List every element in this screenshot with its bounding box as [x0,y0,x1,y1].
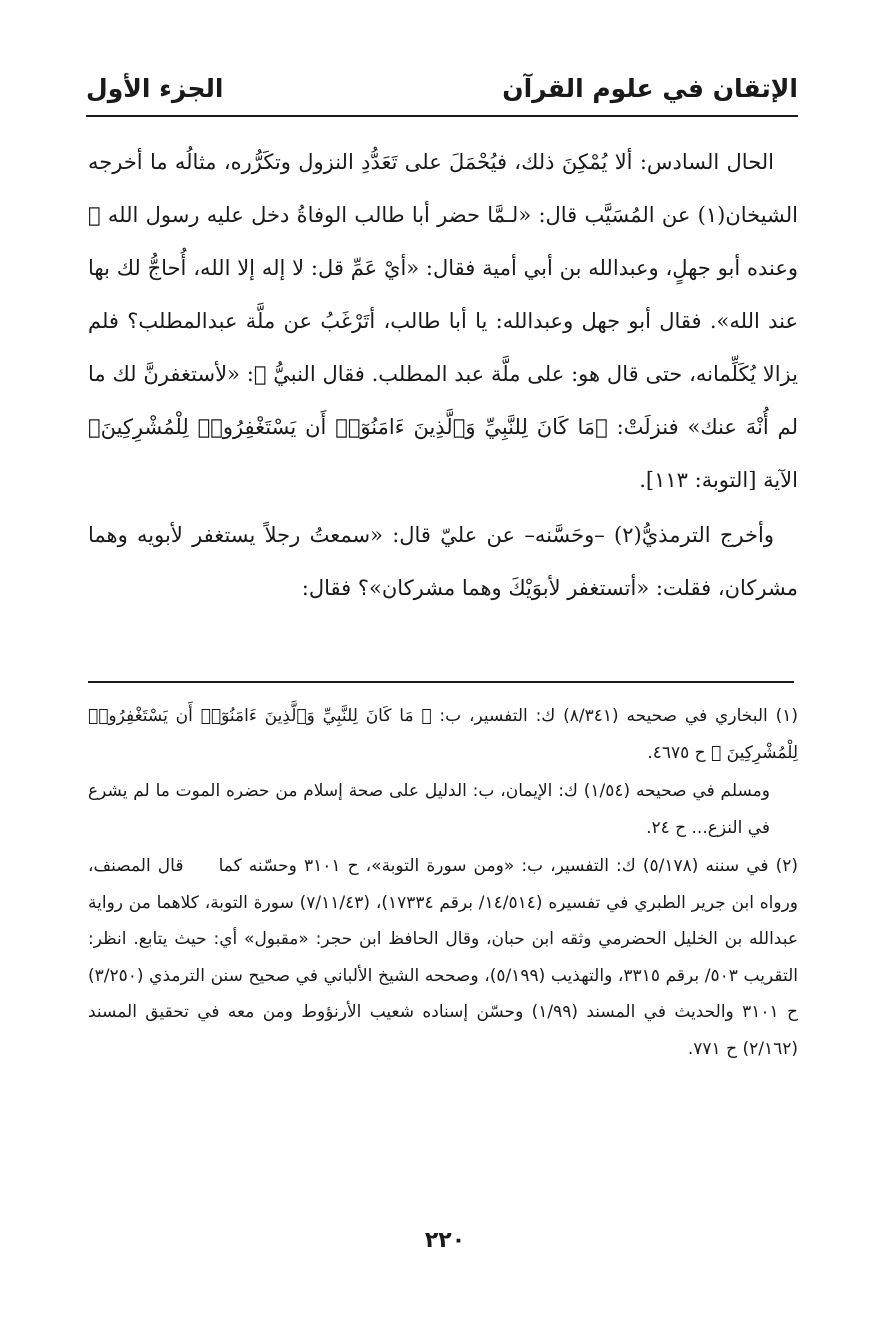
paragraph-tirmidhi: وأخرج الترمذيُّ(٢) –وحَسَّنه– عن عليّ قال: «سمعتُ رجلاً يستغفر لأبويه وهما مشركان، فقلت: «أتستغفر لأبوَيْكَ وهما مشركان»؟ فقال: [88,523,798,600]
footnote-1-ref: ح ٤٦٧٥. [647,742,706,763]
footnote-2 [88,848,798,1067]
footnotes [88,698,798,1067]
page-number: ٢٢٠ [424,1228,466,1253]
paragraph-case-six: الحال السادس: ألا يُمْكِنَ ذلك، فيُحْمَلَ على تَعَدُّدِ النزول وتكَرُّره، مثالُه ما أخرجه الشيخان(١) عن المُسَيَّب قال: «لـمَّا حضر أبا طالب الوفاةُ دخل عليه رسول الله ﷺ وعنده أبو جهلٍ، وعبدالله بن أبي أمية فقال: «أيْ عَمِّ قل: لا إله إلا الله، أُحاجُّ لك بها عند الله». فقال أبو جهل وعبدالله: يا أبا طالب، أتَرْغَبُ عن ملَّة عبدالمطلب؟ فلم يزالا يُكَلِّمانه، حتى قال هو: على ملَّة عبد المطلب. فقال النبيُّ ﷺ: «لأستغفرنَّ لك ما لم أُنْهَ عنك» فنزلَتْ: ﴿مَا كَانَ لِلنَّبِيِّ وَٱلَّذِينَ ءَامَنُوٓا۟ أَن يَسْتَغْفِرُوا۟ لِلْمُشْرِكِينَ﴾ الآية [التوبة: ١١٣]. [88,150,798,492]
footnote-divider [88,681,794,683]
footnote-1-verse: ﴿ مَا كَانَ لِلنَّبِيِّ وَٱلَّذِينَ ءَامَنُوٓا۟ أَن يَسْتَغْفِرُوا۟ لِلْمُشْرِكِينَ ﴾ [88,706,798,763]
footnote-1 [88,698,798,771]
main-text [88,136,798,615]
volume-label: الجزء الأول [86,74,224,103]
footnote-1-source: (١) البخاري في صحيحه (٨/٣٤١) ك: التفسير، ب: [439,706,798,726]
footnote-2-continuation: قال المصنف، ورواه ابن جرير الطبري في تفسيره (١٤/٥١٤/ برقم ١٧٣٣٤)، (٧/١١/٤٣) سورة التوبة، كلاهما من رواية عبدالله بن الخليل الحضرمي وثقه ابن حبان، وقال الحافظ ابن حجر: «مقبول» أي: حيث يتابع. انظر: التقريب ٥٠٣/ برقم ٣٣١٥، والتهذيب (٥/١٩٩)، وصححه الشيخ الألباني في صحيح سنن الترمذي (٣/٢٥٠) ح ٣١٠١ والحديث في المسند (١/٩٩) وحسّن إسناده شعيب الأرنؤوط ومن معه في تحقيق المسند (٢/١٦٢) ح ٧٧١. [88,856,798,1059]
footnote-2-source: (٢) في سننه (٥/١٧٨) ك: التفسير، ب: «ومن سورة التوبة»، ح ٣١٠١ وحسّنه كما [218,856,799,876]
book-title: الإتقان في علوم القرآن [502,74,798,103]
header-divider [86,115,798,117]
footnote-1-muslim: ومسلم في صحيحه (١/٥٤) ك: الإيمان، ب: الدليل على صحة إسلام من حضره الموت ما لم يشرع في النزع... ح ٢٤. [88,781,770,838]
page-header [86,68,798,114]
